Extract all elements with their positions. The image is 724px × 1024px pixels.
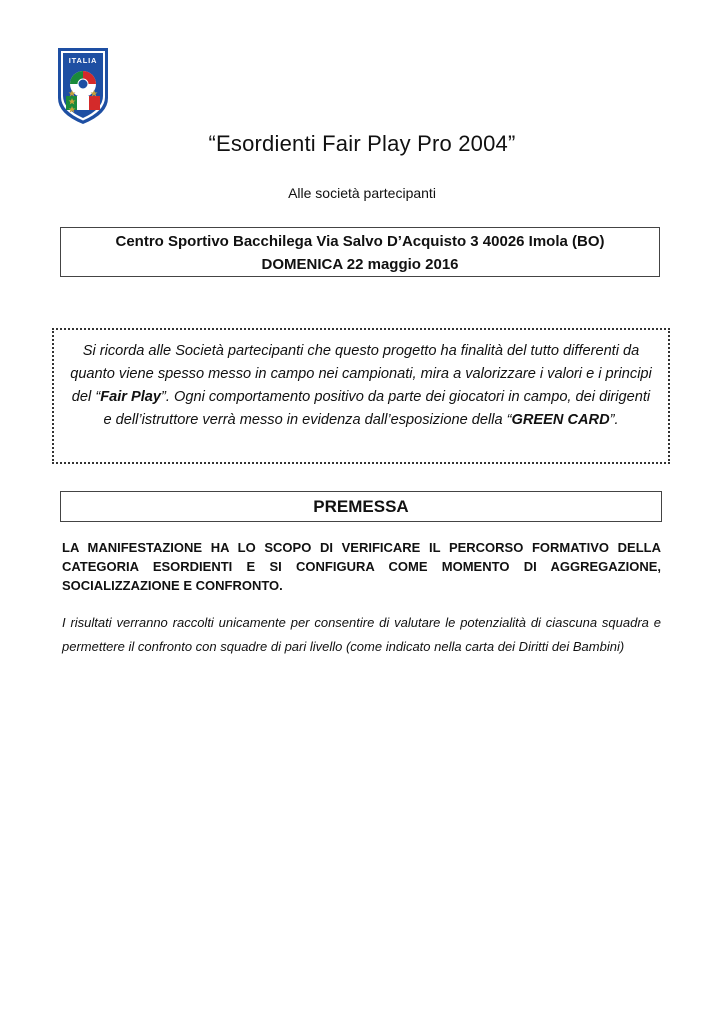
note-text-2: ”. Ogni comportamento positivo da parte dei giocatori in campo, dei dirigenti e dell’istruttore verrà messo in evidenza dall’esposizione della “ <box>103 389 651 428</box>
page-subtitle: Alle società partecipanti <box>288 185 436 201</box>
note-green-card: GREEN CARD <box>511 412 610 428</box>
logo-text: ITALIA <box>68 56 98 65</box>
figc-logo <box>56 46 110 126</box>
premessa-bold-paragraph: LA MANIFESTAZIONE HA LO SCOPO DI VERIFICARE IL PERCORSO FORMATIVO DELLA CATEGORIA ESORDIENTI E SI CONFIGURA COME MOMENTO DI AGGREGAZIONE, SOCIALIZZAZIONE E CONFRONTO. <box>62 540 661 593</box>
venue-box <box>60 227 660 277</box>
premessa-heading: PREMESSA <box>60 491 662 522</box>
note-text-3: ”. <box>609 412 619 428</box>
venue-date: DOMENICA 22 maggio 2016 <box>261 256 459 273</box>
premessa-italic-paragraph: I risultati verranno raccolti unicamente per consentire di valutare le potenzialità di ciascuna squadra e permettere il confronto con squadre di pari livello (come indicato nella carta dei Diritti dei Bambini) <box>62 615 661 654</box>
venue-address: Centro Sportivo Bacchilega Via Salvo D’Acquisto 3 40026 Imola (BO) <box>115 233 605 250</box>
page-title: “Esordienti Fair Play Pro 2004” <box>208 131 516 156</box>
note-text-1: Si ricorda alle Società partecipanti che questo progetto ha finalità del tutto differenti da quanto viene spesso messo in campo nei campionati, mira a valorizzare i valori e i principi del “ <box>70 343 652 405</box>
figc-crest-icon <box>56 46 110 126</box>
fair-play-note <box>52 328 670 464</box>
note-fair-play: Fair Play <box>100 389 162 405</box>
